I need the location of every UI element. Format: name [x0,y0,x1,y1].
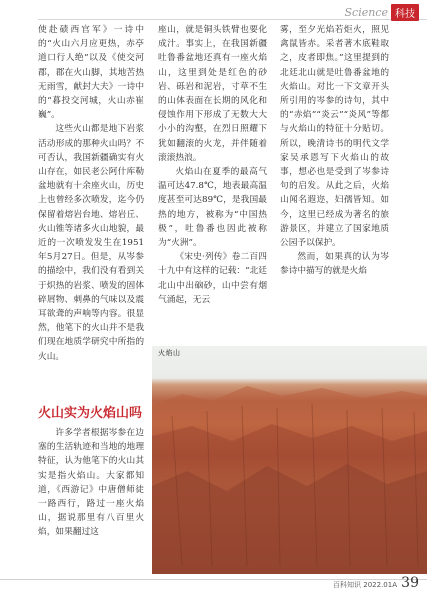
column-1-bottom [38,426,144,540]
page-header [345,4,419,21]
paragraph: 使赴碛西官军》一诗中的“火山六月应更热，赤亭道口行人绝”以及《使交河郡，郡在火山脚，其地苦热无雨雪，献封大夫》一诗中的“暮投交河城，火山赤崔巍”。 [38,25,144,121]
paragraph: 许多学者根据岑参在边塞的生活轨迹和当地的地理特征，认为他笔下的火山其实是指火焰山。大家都知道，《西游记》中唐僧师徒一路西行，路过一座火焰山，据说那里有八百里火焰，如果翻过这 [38,428,144,538]
paragraph: 《宋史·列传》卷二百四十九中有这样的记载：“北廷北山中出硇砂，山中尝有烟气涌起，无云 [158,252,267,305]
paragraph: 雾，至夕光焰若炬火，照见禽鼠皆赤。采者著木底鞋取之，皮者即焦。”这里提到的北廷北山就是吐鲁番盆地的火焰山。对比一下文章开头所引用的岑参的诗句，其中的“赤焰”“炎云”“炎风”等都与火焰山的特征十分贴切。所以，晚清诗书的明代文学家吴承恩写下火焰山的故事，想必也是受到了岑参诗句的启发。从此之后，火焰山闻名遐迩，妇孺皆知。如今，这里已经成为著名的旅游景区，并建立了国家地质公园予以保护。 [280,25,389,249]
column-1-top [38,23,144,364]
section-badge: 科技 [391,4,419,21]
flaming-mountain-photo [152,346,427,574]
photo-caption: 火焰山 [158,349,181,357]
mountain-ridges-graphic [152,346,427,574]
column-2 [158,23,267,307]
paragraph: 火焰山在夏季的最高气温可达47.8℃，地表最高温度甚至可达89℃，是我国最热的地方，被称为“中国热极”，吐鲁番也因此被称为“火洲”。 [158,167,267,249]
paragraph: 座山，就是铜头铁臂也要化成汁。事实上，在我国新疆吐鲁番盆地还真有一座火焰山，这里到处是红色的砂岩、砾岩和泥岩，寸草不生的山体表面在长期的风化和侵蚀作用下形成了无数大大小小的沟壑，在烈日照耀下犹如翻滚的火龙，并伴随着滚滚热浪。 [158,25,267,163]
paragraph: 然而，如果真的认为岑参诗中描写的就是火焰 [280,252,389,277]
column-3 [280,23,389,279]
paragraph: 这些火山都是地下岩浆活动形成的那种火山吗？不可否认，我国新疆确实有火山存在，如民老公阿什库勒盆地就有十余座火山，历史上也曾经多次喷发，迄今仍保留着熔岩台地、熔岩丘、火山锥等诸多火山地貌，最近的一次喷发发生在1951年5月27日。但是，从岑参的描绘中，我们没有看到关于炽热的岩浆、喷发的固体碎屑物、刺鼻的气味以及震耳欲聋的声响等内容。很显然，他笔下的火山并不是我们现在地质学研究中所指的火山。 [38,124,144,362]
section-heading: 火山实为火焰山吗 [38,406,143,421]
section-label: Science [344,6,388,19]
footer-text: 百科知识 2022.01A [333,581,397,589]
page-number: 39 [401,575,419,591]
